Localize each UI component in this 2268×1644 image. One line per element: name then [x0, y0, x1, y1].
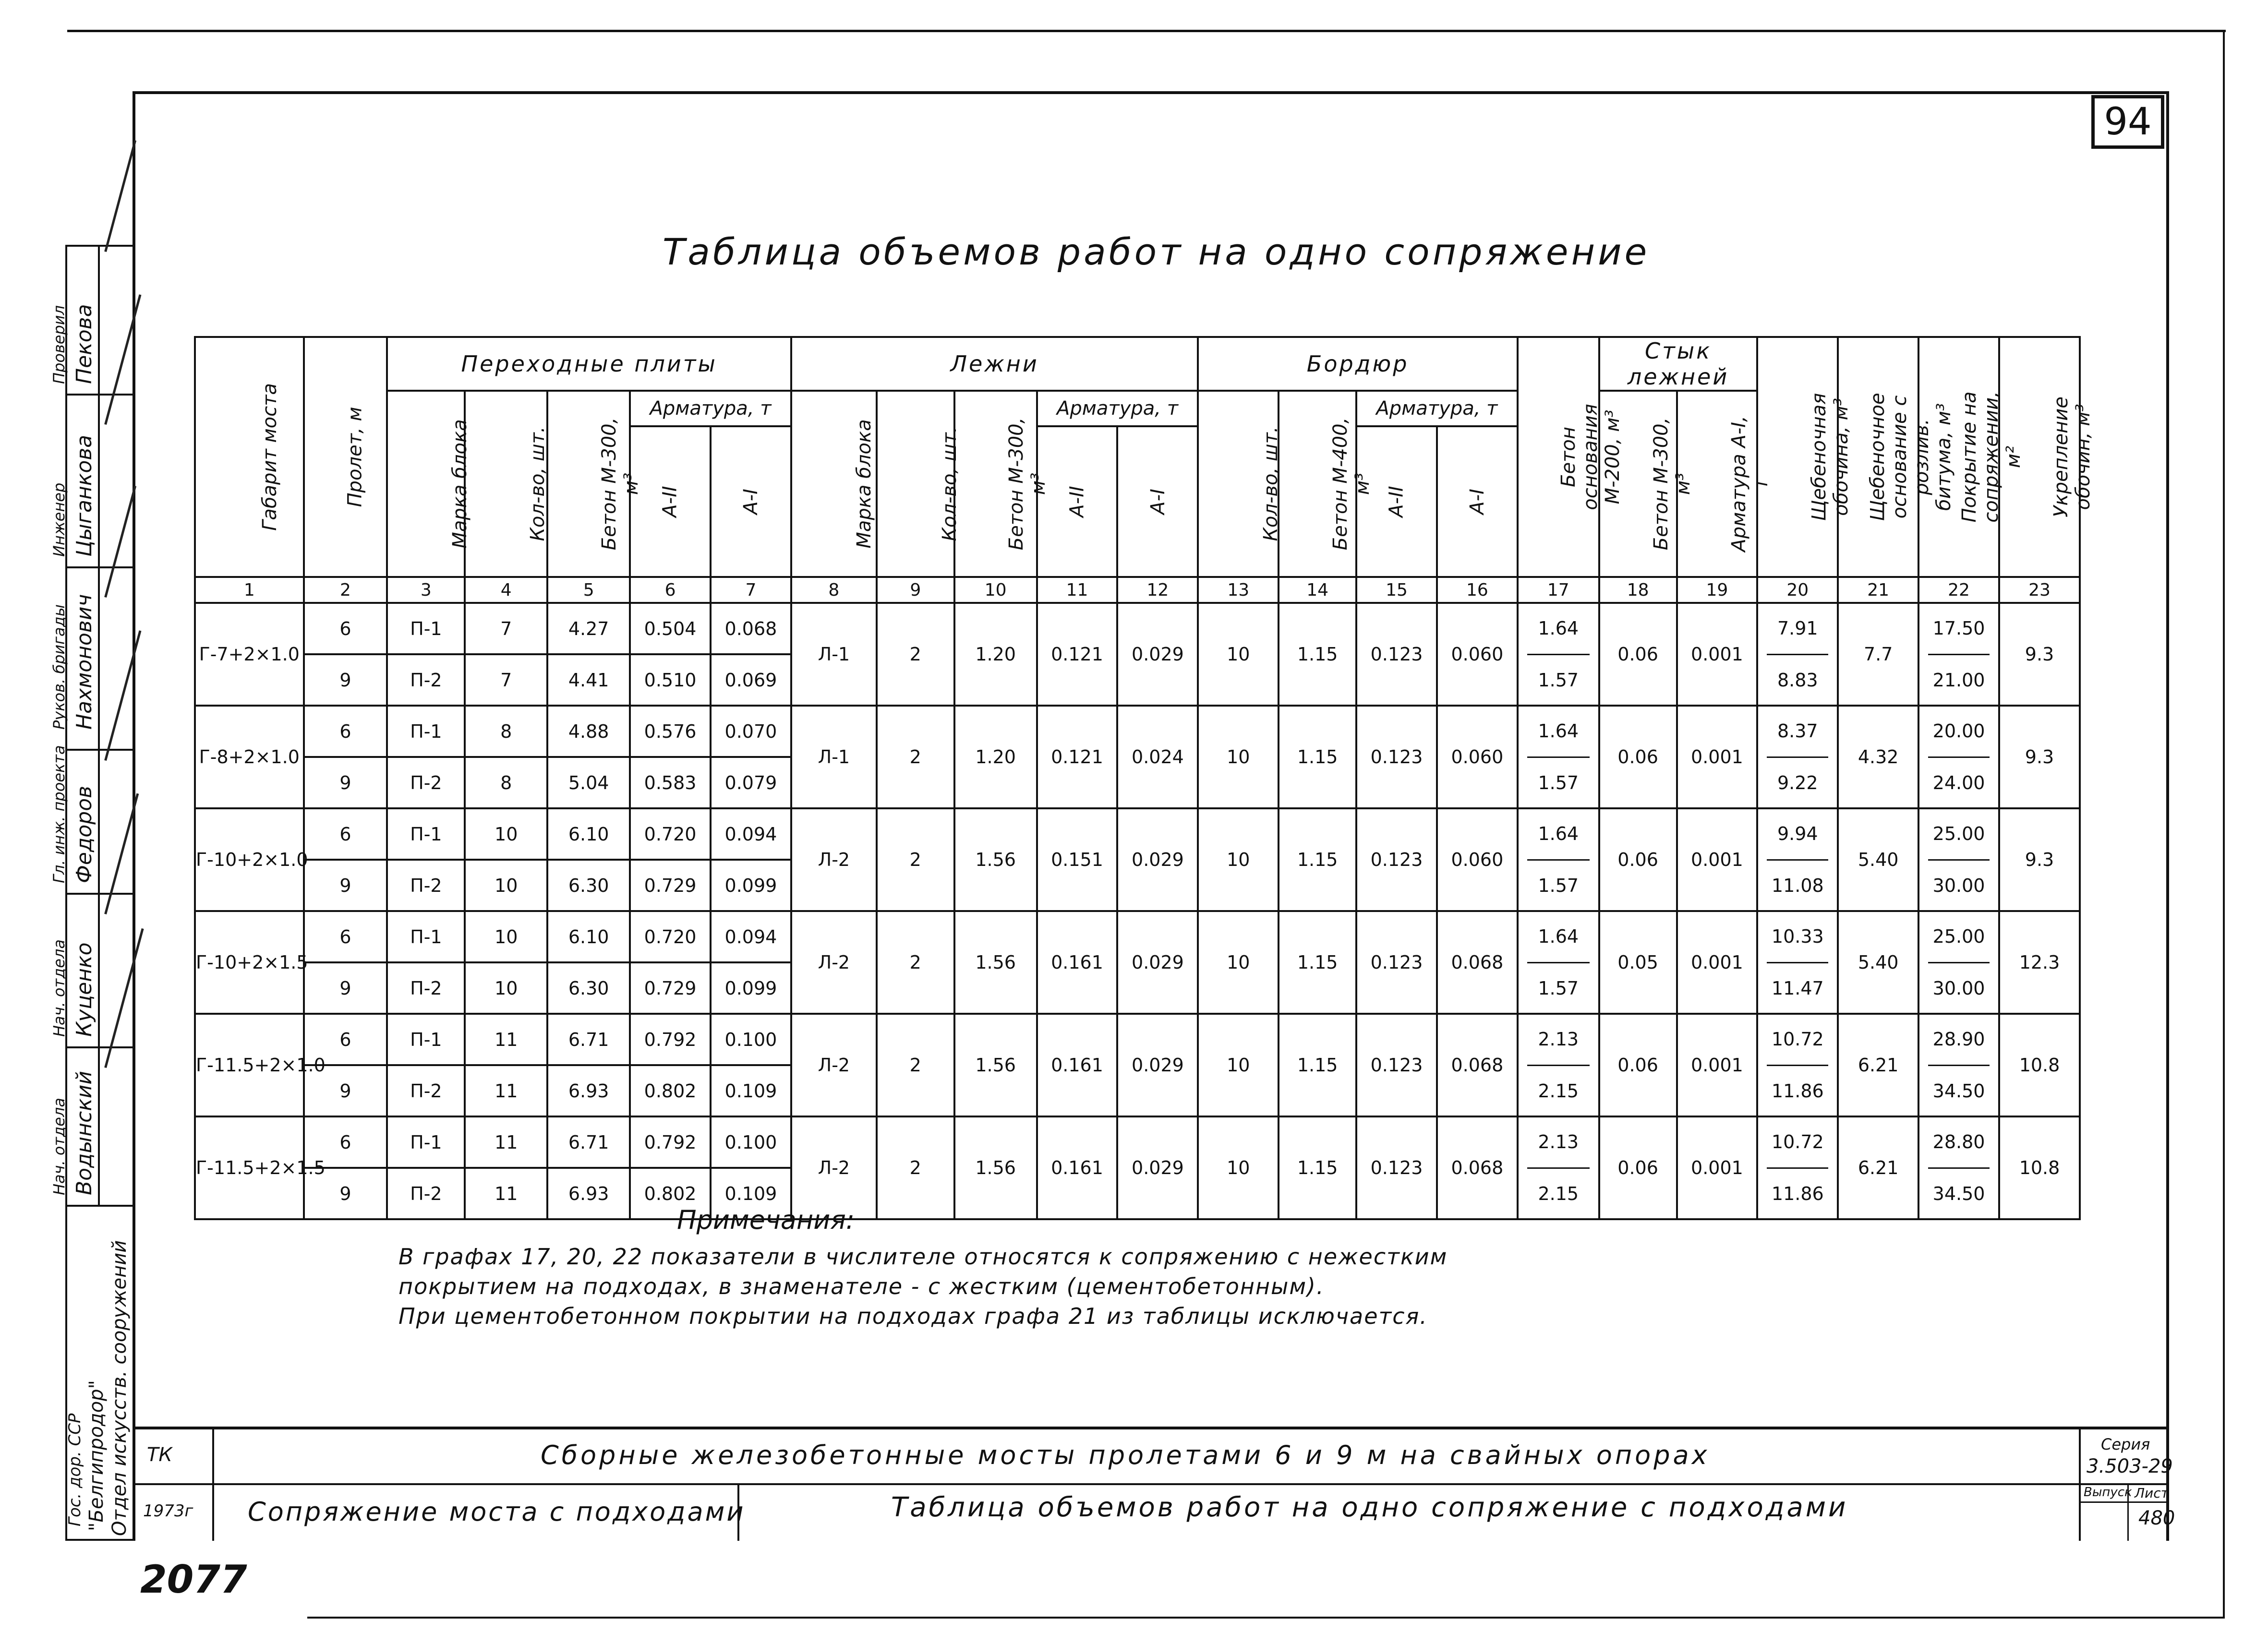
cell-plate-a1: 0.109 — [711, 1168, 791, 1219]
cell-lezh-a2: 0.151 — [1037, 808, 1118, 911]
col-bord-a1: А-I — [1437, 426, 1518, 577]
cell-lezh-a1: 0.029 — [1117, 911, 1198, 1014]
cell-lezh-beton: 1.20 — [954, 603, 1037, 706]
cell-gabarit: Г-10+2×1.5 — [195, 911, 304, 1014]
cell-lezh-marka: Л-2 — [791, 911, 877, 1014]
cell-plate-a2: 0.504 — [630, 603, 711, 654]
cell-plate-marka: П-1 — [387, 603, 465, 654]
cell-beton-osnov — [1518, 603, 1599, 706]
cell-stik-arm: 0.001 — [1677, 808, 1758, 911]
cell-prolet: 9 — [304, 1065, 387, 1116]
cell-bord-a1: 0.068 — [1437, 911, 1518, 1014]
note-line: покрытием на подходах, в знаменателе - с жестким (цементобетонным). — [398, 1273, 1325, 1299]
cell-shcheb-numerator: 10.72 — [1767, 1014, 1828, 1066]
cell-bord-a2: 0.123 — [1356, 1116, 1437, 1219]
signature — [104, 140, 136, 252]
col-lezh-marka: Марка блока — [791, 391, 877, 577]
cell-bord-beton: 1.15 — [1279, 911, 1356, 1014]
cell-pokrytie-numerator: 25.00 — [1928, 912, 1990, 963]
group-stik: Стык лежней — [1599, 337, 1758, 391]
cell-ukreplenie: 9.3 — [1999, 706, 2080, 808]
cell-shcheb-numerator: 10.72 — [1767, 1117, 1828, 1169]
col-lezh-kol: Кол-во, шт. — [877, 391, 954, 577]
cell-plate-a1: 0.100 — [711, 1116, 791, 1168]
cell-stik-arm: 0.001 — [1677, 603, 1758, 706]
cell-gabarit: Г-8+2×1.0 — [195, 706, 304, 808]
group-bordur: Бордюр — [1198, 337, 1517, 391]
cell-shcheb — [1757, 706, 1838, 808]
side-role: Нач. отдела — [50, 939, 68, 1037]
cell-shcheb-denominator: 11.08 — [1771, 875, 1824, 896]
cell-lezh-marka: Л-2 — [791, 1014, 877, 1116]
col-stik-arm: Арматура А-I, т — [1677, 391, 1758, 577]
note-line: При цементобетонном покрытии на подходах графа 21 из таблицы исключается. — [398, 1303, 1428, 1329]
cell-pokrytie — [1918, 1014, 1999, 1116]
table-body — [195, 603, 2080, 1219]
group-plates: Переходные плиты — [387, 337, 791, 391]
frame-bottom-outer — [307, 1617, 2225, 1619]
cell-lezh-beton: 1.20 — [954, 706, 1037, 808]
cell-bord-a2: 0.123 — [1356, 603, 1437, 706]
cell-pokrytie-denominator: 30.00 — [1932, 875, 1985, 896]
cell-lezh-marka: Л-2 — [791, 808, 877, 911]
cell-lezh-a2: 0.161 — [1037, 1014, 1118, 1116]
col-bord-a2: А-II — [1356, 426, 1437, 577]
col-stik-beton: Бетон М-300, м³ — [1599, 391, 1677, 577]
cell-plate-kol: 10 — [465, 911, 547, 962]
cell-beton-osnov-denominator: 2.15 — [1538, 1183, 1579, 1204]
cell-plate-a2: 0.729 — [630, 962, 711, 1014]
cell-bord-kol: 10 — [1198, 808, 1279, 911]
cell-plate-a2: 0.802 — [630, 1168, 711, 1219]
cell-pokrytie — [1918, 808, 1999, 911]
col-lezh-a1: А-I — [1117, 426, 1198, 577]
cell-beton-osnov-numerator: 1.64 — [1527, 912, 1590, 963]
cell-shcheb-osnov: 7.7 — [1838, 603, 1918, 706]
cell-plate-beton: 4.41 — [547, 654, 630, 706]
side-org: "Белгипродор" — [85, 1380, 108, 1531]
cell-shcheb-numerator: 8.37 — [1767, 706, 1828, 758]
cell-plate-kol: 10 — [465, 962, 547, 1014]
cell-gabarit: Г-10+2×1.0 — [195, 808, 304, 911]
cell-bord-a1: 0.060 — [1437, 603, 1518, 706]
cell-lezh-kol: 2 — [877, 603, 954, 706]
side-role: Нач. отдела — [50, 1097, 68, 1195]
cell-prolet: 6 — [304, 1116, 387, 1168]
cell-plate-kol: 10 — [465, 808, 547, 860]
notes — [398, 1205, 1448, 1331]
col-lezh-a2: А-II — [1037, 426, 1118, 577]
side-org: Гос. дор. ССР — [65, 1413, 84, 1526]
col-plate-kol: Кол-во, шт. — [465, 391, 547, 577]
col-shcheb-osnov: Щебеночное основание с розлив. битума, м³ — [1838, 337, 1918, 577]
cell-bord-a2: 0.123 — [1356, 706, 1437, 808]
cell-plate-marka: П-1 — [387, 706, 465, 757]
cell-stik-arm: 0.001 — [1677, 911, 1758, 1014]
table-row — [195, 1014, 2080, 1065]
cell-lezh-a2: 0.121 — [1037, 706, 1118, 808]
cell-plate-a1: 0.099 — [711, 860, 791, 911]
cell-shcheb-osnov: 6.21 — [1838, 1014, 1918, 1116]
cell-lezh-a2: 0.121 — [1037, 603, 1118, 706]
cell-lezh-a2: 0.161 — [1037, 1116, 1118, 1219]
org-code: ТК — [147, 1444, 172, 1466]
cell-stik-beton: 0.05 — [1599, 911, 1677, 1014]
cell-shcheb — [1757, 603, 1838, 706]
cell-bord-kol: 10 — [1198, 1116, 1279, 1219]
side-role: Руков. бригады — [50, 604, 68, 730]
cell-beton-osnov — [1518, 1014, 1599, 1116]
cell-plate-kol: 7 — [465, 654, 547, 706]
cell-shcheb — [1757, 1014, 1838, 1116]
cell-shcheb-denominator: 11.47 — [1771, 978, 1824, 999]
cell-shcheb-denominator: 9.22 — [1777, 772, 1818, 793]
cell-plate-beton: 6.30 — [547, 962, 630, 1014]
side-role: Проверил — [50, 305, 68, 384]
cell-bord-beton: 1.15 — [1279, 1116, 1356, 1219]
cell-lezh-a1: 0.024 — [1117, 706, 1198, 808]
cell-plate-a1: 0.099 — [711, 962, 791, 1014]
cell-lezh-kol: 2 — [877, 1014, 954, 1116]
notes-heading: Примечания: — [677, 1205, 855, 1235]
cell-plate-marka: П-1 — [387, 808, 465, 860]
cell-pokrytie-numerator: 28.80 — [1928, 1117, 1990, 1169]
cell-plate-marka: П-2 — [387, 962, 465, 1014]
cell-beton-osnov-denominator: 1.57 — [1538, 978, 1579, 999]
side-name: Куценко — [72, 942, 97, 1037]
side-name: Водынский — [72, 1071, 97, 1195]
cell-plate-marka: П-2 — [387, 1168, 465, 1219]
cell-shcheb-denominator: 8.83 — [1777, 670, 1818, 691]
cell-gabarit: Г-7+2×1.0 — [195, 603, 304, 706]
bord-armatura: Арматура, т — [1356, 391, 1518, 426]
col-shcheb: Щебеночная обочина, м³ — [1757, 337, 1838, 577]
cell-bord-kol: 10 — [1198, 1014, 1279, 1116]
cell-stik-beton: 0.06 — [1599, 603, 1677, 706]
cell-pokrytie-numerator: 20.00 — [1928, 706, 1990, 758]
vypusk-label: Выпуск — [2084, 1485, 2132, 1500]
subject: Сопряжение моста с подходами — [248, 1497, 746, 1527]
cell-lezh-kol: 2 — [877, 706, 954, 808]
table-row — [195, 808, 2080, 860]
cell-lezh-marka: Л-2 — [791, 1116, 877, 1219]
cell-plate-beton: 5.04 — [547, 757, 630, 808]
side-name: Федоров — [72, 785, 97, 883]
cell-shcheb-osnov: 4.32 — [1838, 706, 1918, 808]
year: 1973г — [143, 1501, 193, 1521]
cell-shcheb — [1757, 1116, 1838, 1219]
cell-lezh-beton: 1.56 — [954, 911, 1037, 1014]
title-block — [133, 1427, 2175, 1541]
note-line: В графах 17, 20, 22 показатели в числителе относятся к сопряжению с нежестким — [398, 1244, 1448, 1270]
cell-plate-a2: 0.720 — [630, 808, 711, 860]
cell-shcheb-numerator: 9.94 — [1767, 809, 1828, 861]
cell-plate-a1: 0.094 — [711, 911, 791, 962]
cell-plate-marka: П-1 — [387, 1116, 465, 1168]
cell-plate-beton: 6.71 — [547, 1014, 630, 1065]
col-prolet: Пролет, м — [304, 337, 387, 577]
page-number: 94 — [2091, 95, 2164, 149]
col-pokrytie: Покрытие на сопряжении, м² — [1918, 337, 1999, 577]
side-role: Гл. инж. проекта — [50, 745, 68, 883]
cell-pokrytie — [1918, 603, 1999, 706]
side-org: Отдел искусств. сооружений — [109, 1240, 131, 1536]
col-plate-beton: Бетон М-300, м³ — [547, 391, 630, 577]
table-row — [195, 911, 2080, 962]
cell-bord-beton: 1.15 — [1279, 1014, 1356, 1116]
cell-ukreplenie: 9.3 — [1999, 808, 2080, 911]
cell-lezh-kol: 2 — [877, 808, 954, 911]
cell-plate-a1: 0.109 — [711, 1065, 791, 1116]
cell-stik-beton: 0.06 — [1599, 808, 1677, 911]
main-title: Сборные железобетонные мосты пролетами 6 и 9 м на свайных опорах — [541, 1440, 1710, 1470]
cell-lezh-a1: 0.029 — [1117, 1116, 1198, 1219]
cell-beton-osnov — [1518, 911, 1599, 1014]
cell-lezh-beton: 1.56 — [954, 1116, 1037, 1219]
side-name: Цыганкова — [72, 434, 97, 557]
cell-plate-beton: 6.30 — [547, 860, 630, 911]
table-row — [195, 603, 2080, 654]
cell-shcheb-denominator: 11.86 — [1771, 1183, 1824, 1204]
cell-beton-osnov-numerator: 2.13 — [1527, 1117, 1590, 1169]
cell-pokrytie-denominator: 30.00 — [1932, 978, 1985, 999]
cell-plate-a1: 0.069 — [711, 654, 791, 706]
cell-plate-kol: 10 — [465, 860, 547, 911]
cell-ukreplenie: 10.8 — [1999, 1116, 2080, 1219]
cell-bord-beton: 1.15 — [1279, 808, 1356, 911]
cell-plate-a2: 0.576 — [630, 706, 711, 757]
cell-bord-a1: 0.068 — [1437, 1116, 1518, 1219]
cell-plate-marka: П-1 — [387, 911, 465, 962]
cell-beton-osnov-numerator: 2.13 — [1527, 1014, 1590, 1066]
frame-right — [2166, 91, 2169, 1541]
bottom-number: 2077 — [140, 1557, 247, 1602]
cell-pokrytie-denominator: 24.00 — [1932, 772, 1985, 793]
col-plate-a2: А-II — [630, 426, 711, 577]
cell-pokrytie-numerator: 28.90 — [1928, 1014, 1990, 1066]
cell-pokrytie — [1918, 911, 1999, 1014]
cell-bord-a2: 0.123 — [1356, 911, 1437, 1014]
cell-prolet: 9 — [304, 654, 387, 706]
cell-lezh-a2: 0.161 — [1037, 911, 1118, 1014]
cell-stik-beton: 0.06 — [1599, 1116, 1677, 1219]
cell-plate-beton: 6.71 — [547, 1116, 630, 1168]
cell-pokrytie-numerator: 17.50 — [1928, 603, 1990, 655]
cell-plate-marka: П-2 — [387, 860, 465, 911]
cell-plate-kol: 7 — [465, 603, 547, 654]
cell-beton-osnov-denominator: 1.57 — [1538, 875, 1579, 896]
list-label: Лист — [2135, 1485, 2169, 1501]
cell-plate-a1: 0.100 — [711, 1014, 791, 1065]
series-value: 3.503-29 — [2087, 1455, 2173, 1477]
cell-bord-a1: 0.068 — [1437, 1014, 1518, 1116]
cell-plate-a2: 0.583 — [630, 757, 711, 808]
list-value: 480 — [2138, 1507, 2175, 1529]
cell-prolet: 9 — [304, 757, 387, 808]
cell-plate-kol: 8 — [465, 706, 547, 757]
cell-beton-osnov-denominator: 2.15 — [1538, 1080, 1579, 1102]
series-label: Серия — [2101, 1435, 2150, 1453]
cell-plate-beton: 4.27 — [547, 603, 630, 654]
cell-plate-a1: 0.070 — [711, 706, 791, 757]
cell-bord-kol: 10 — [1198, 911, 1279, 1014]
cell-plate-a2: 0.802 — [630, 1065, 711, 1116]
cell-shcheb-osnov: 5.40 — [1838, 911, 1918, 1014]
cell-shcheb-osnov: 6.21 — [1838, 1116, 1918, 1219]
cell-plate-a2: 0.792 — [630, 1116, 711, 1168]
cell-bord-a1: 0.060 — [1437, 808, 1518, 911]
cell-plate-beton: 6.10 — [547, 808, 630, 860]
cell-shcheb-denominator: 11.86 — [1771, 1080, 1824, 1102]
cell-prolet: 6 — [304, 808, 387, 860]
cell-bord-kol: 10 — [1198, 603, 1279, 706]
cell-shcheb — [1757, 808, 1838, 911]
cell-pokrytie-denominator: 34.50 — [1932, 1183, 1985, 1204]
cell-plate-marka: П-2 — [387, 1065, 465, 1116]
cell-plate-kol: 8 — [465, 757, 547, 808]
cell-prolet: 9 — [304, 860, 387, 911]
table-row — [195, 1116, 2080, 1168]
sheet-title: Таблица объемов работ на одно сопряжение с подходами — [891, 1492, 1848, 1523]
cell-pokrytie — [1918, 1116, 1999, 1219]
cell-beton-osnov-numerator: 1.64 — [1527, 603, 1590, 655]
cell-beton-osnov-numerator: 1.64 — [1527, 706, 1590, 758]
cell-plate-a2: 0.510 — [630, 654, 711, 706]
cell-lezh-beton: 1.56 — [954, 808, 1037, 911]
cell-lezh-marka: Л-1 — [791, 706, 877, 808]
side-name: Пекова — [72, 304, 97, 384]
col-plate-a1: А-I — [711, 426, 791, 577]
cell-plate-a1: 0.094 — [711, 808, 791, 860]
cell-pokrytie-denominator: 21.00 — [1932, 670, 1985, 691]
col-plate-marka: Марка блока — [387, 391, 465, 577]
cell-lezh-kol: 2 — [877, 911, 954, 1014]
cell-ukreplenie: 9.3 — [1999, 603, 2080, 706]
cell-beton-osnov-denominator: 1.57 — [1538, 670, 1579, 691]
cell-beton-osnov — [1518, 808, 1599, 911]
cell-pokrytie-denominator: 34.50 — [1932, 1080, 1985, 1102]
cell-plate-beton: 4.88 — [547, 706, 630, 757]
cell-lezh-marka: Л-1 — [791, 603, 877, 706]
cell-beton-osnov-denominator: 1.57 — [1538, 772, 1579, 793]
cell-plate-a1: 0.068 — [711, 603, 791, 654]
cell-stik-beton: 0.06 — [1599, 1014, 1677, 1116]
cell-bord-a2: 0.123 — [1356, 808, 1437, 911]
col-bord-beton: Бетон М-400, м³ — [1279, 391, 1356, 577]
col-beton-osnov: Бетон основания М-200, м³ — [1518, 337, 1599, 577]
cell-lezh-a1: 0.029 — [1117, 603, 1198, 706]
cell-plate-a2: 0.720 — [630, 911, 711, 962]
cell-prolet: 6 — [304, 603, 387, 654]
cell-plate-marka: П-2 — [387, 654, 465, 706]
cell-plate-beton: 6.10 — [547, 911, 630, 962]
cell-plate-a2: 0.792 — [630, 1014, 711, 1065]
cell-beton-osnov — [1518, 1116, 1599, 1219]
cell-plate-a1: 0.079 — [711, 757, 791, 808]
cell-shcheb-numerator: 10.33 — [1767, 912, 1828, 963]
cell-lezh-beton: 1.56 — [954, 1014, 1037, 1116]
cell-plate-kol: 11 — [465, 1116, 547, 1168]
table-row — [195, 706, 2080, 757]
frame-top — [133, 91, 2169, 94]
volumes-table — [194, 336, 2094, 1220]
cell-prolet: 6 — [304, 1014, 387, 1065]
cell-lezh-a1: 0.029 — [1117, 808, 1198, 911]
cell-plate-beton: 6.93 — [547, 1065, 630, 1116]
cell-stik-arm: 0.001 — [1677, 706, 1758, 808]
col-lezh-beton: Бетон М-300, м³ — [954, 391, 1037, 577]
cell-prolet: 6 — [304, 911, 387, 962]
cell-prolet: 6 — [304, 706, 387, 757]
frame-right-outer — [2223, 30, 2225, 1619]
cell-prolet: 9 — [304, 1168, 387, 1219]
col-ukreplenie: Укрепление обочин, м³ — [1999, 337, 2080, 577]
cell-ukreplenie: 10.8 — [1999, 1014, 2080, 1116]
cell-gabarit: Г-11.5+2×1.0 — [195, 1014, 304, 1116]
cell-plate-beton: 6.93 — [547, 1168, 630, 1219]
cell-lezh-kol: 2 — [877, 1116, 954, 1219]
side-role: Инженер — [50, 482, 68, 557]
cell-shcheb — [1757, 911, 1838, 1014]
cell-pokrytie — [1918, 706, 1999, 808]
cell-prolet: 9 — [304, 962, 387, 1014]
cell-stik-arm: 0.001 — [1677, 1014, 1758, 1116]
cell-bord-a1: 0.060 — [1437, 706, 1518, 808]
cell-plate-marka: П-1 — [387, 1014, 465, 1065]
col-gabarit: Габарит моста — [195, 337, 304, 577]
cell-bord-kol: 10 — [1198, 706, 1279, 808]
col-bord-kol: Кол-во, шт. — [1198, 391, 1279, 577]
cell-ukreplenie: 12.3 — [1999, 911, 2080, 1014]
cell-gabarit: Г-11.5+2×1.5 — [195, 1116, 304, 1219]
lezh-armatura: Арматура, т — [1037, 391, 1198, 426]
page-title: Таблица объемов работ на одно сопряжение — [663, 230, 1650, 273]
frame-top-outer — [67, 30, 2226, 32]
cell-bord-a2: 0.123 — [1356, 1014, 1437, 1116]
cell-shcheb-osnov: 5.40 — [1838, 808, 1918, 911]
cell-beton-osnov-numerator: 1.64 — [1527, 809, 1590, 861]
cell-stik-arm: 0.001 — [1677, 1116, 1758, 1219]
cell-plate-kol: 11 — [465, 1168, 547, 1219]
side-name: Нахмонович — [72, 594, 97, 730]
cell-beton-osnov — [1518, 706, 1599, 808]
cell-shcheb-numerator: 7.91 — [1767, 603, 1828, 655]
cell-plate-kol: 11 — [465, 1014, 547, 1065]
cell-plate-marka: П-2 — [387, 757, 465, 808]
group-lezhni: Лежни — [791, 337, 1198, 391]
cell-plate-kol: 11 — [465, 1065, 547, 1116]
cell-lezh-a1: 0.029 — [1117, 1014, 1198, 1116]
cell-pokrytie-numerator: 25.00 — [1928, 809, 1990, 861]
cell-bord-beton: 1.15 — [1279, 706, 1356, 808]
cell-plate-a2: 0.729 — [630, 860, 711, 911]
column-numbers-row: 1 2 3 4 5 6 7 8 9 10 11 12 13 14 15 16 17 18 19 20 21 22 23 — [195, 577, 2080, 603]
plate-armatura: Арматура, т — [630, 391, 791, 426]
cell-stik-beton: 0.06 — [1599, 706, 1677, 808]
cell-bord-beton: 1.15 — [1279, 603, 1356, 706]
